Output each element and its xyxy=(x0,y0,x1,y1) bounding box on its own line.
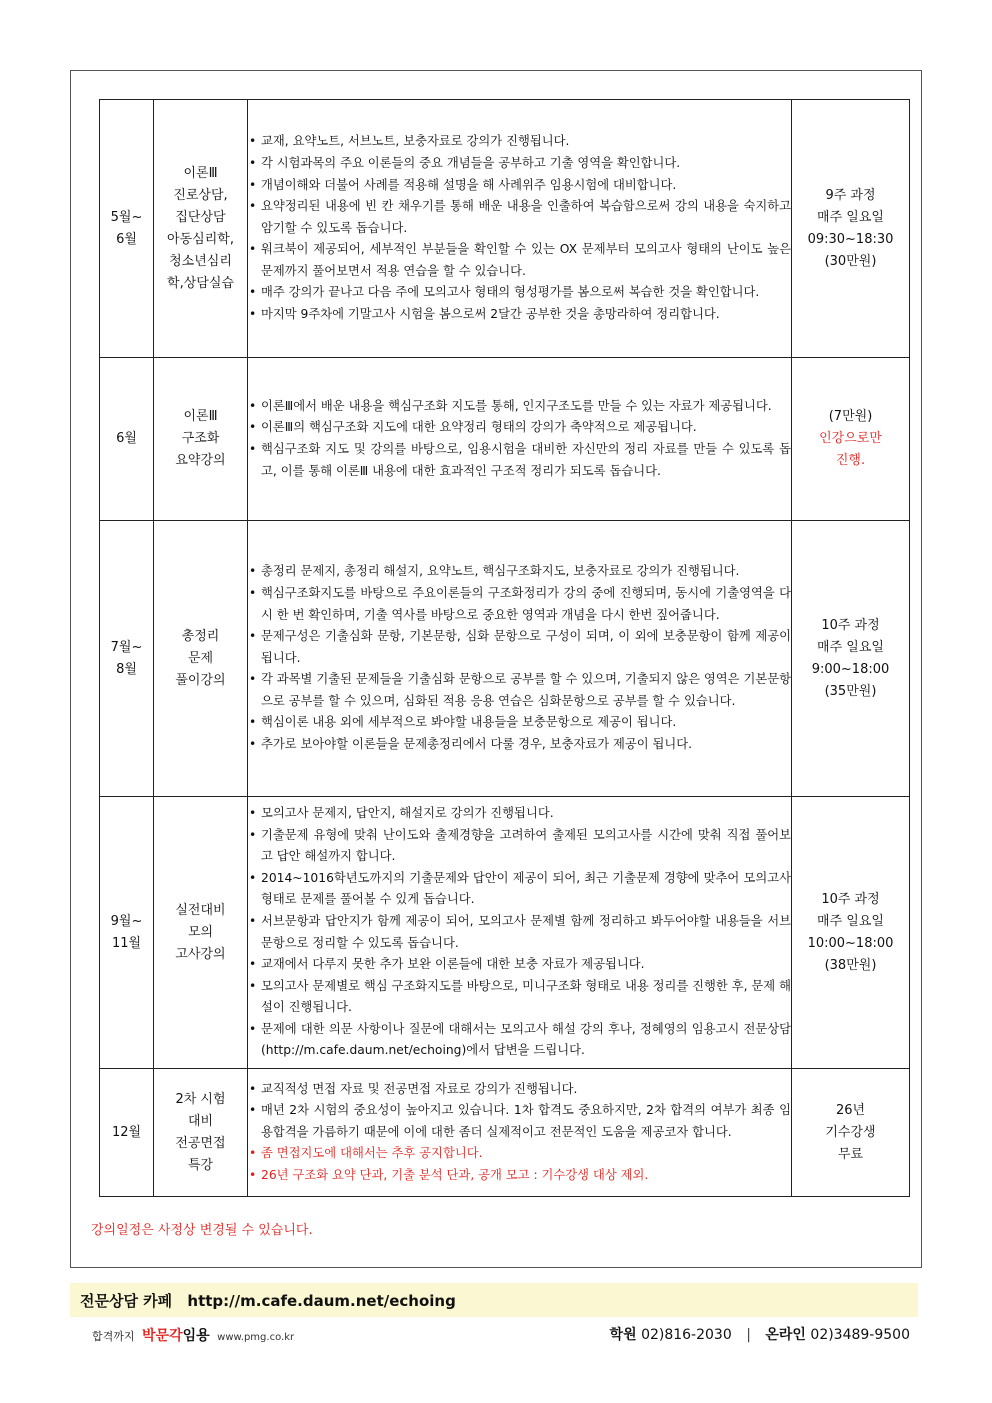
list-item-notice: • 26년 구조화 요약 단과, 기출 분석 단과, 공개 모고 : 기수강생 대상 제외. xyxy=(248,1165,791,1187)
schedule-change-note: 강의일정은 사정상 변경될 수 있습니다. xyxy=(91,1223,313,1238)
logo-site[interactable]: www.pmg.co.kr xyxy=(217,1332,295,1343)
list-item: • 매년 2차 시험의 중요성이 높아지고 있습니다. 1차 합격도 중요하지만, 2차 합격의 여부가 최종 임용합격을 가름하기 때문에 이에 대한 좀더 실제적이고 전문적인 도움을 제공코자 합니다. xyxy=(248,1100,791,1143)
list-item: • 추가로 보아야할 이론들을 문제총정리에서 다룰 경우, 보충자료가 제공이 됩니다. xyxy=(248,734,791,756)
schedule-info-cell xyxy=(792,358,910,521)
list-item: • 기출문제 유형에 맞춰 난이도와 출제경향을 고려하여 출제된 모의고사를 시간에 맞춰 직접 풀어보고 답안 해설까지 합니다. xyxy=(248,825,791,868)
brand-logo xyxy=(92,1325,294,1345)
list-item: • 모의고사 문제별로 핵심 구조화지도를 바탕으로, 미니구조화 형태로 내용 정리를 진행한 후, 문제 해설이 진행됩니다. xyxy=(248,976,791,1019)
course-cell: 이론Ⅲ 구조화 요약강의 xyxy=(154,358,248,521)
logo-slogan: 합격까지 xyxy=(92,1330,135,1343)
description-cell xyxy=(248,521,792,797)
online-phone: 02)3489-9500 xyxy=(810,1327,910,1343)
list-item: • 총정리 문제지, 총정리 해설지, 요약노트, 핵심구조화지도, 보충자료로 강의가 진행됩니다. xyxy=(248,561,791,583)
course-cell: 이론Ⅲ 진로상담, 집단상담 아동심리학, 청소년심리 학,상담실습 xyxy=(154,100,248,358)
logo-brand-black: 임용 xyxy=(182,1328,210,1344)
list-item: • 핵심구조화지도를 바탕으로 주요이론들의 구조화정리가 강의 중에 진행되며, 동시에 기출영역을 다시 한 번 확인하며, 기출 역사를 바탕으로 중요한 영역과 개념을 다시 한번 짚어줍니다. xyxy=(248,583,791,626)
list-item: • 마지막 9주차에 기말고사 시험을 봄으로써 2달간 공부한 것을 총망라하여 정리합니다. xyxy=(248,304,791,326)
schedule-info-cell: 10주 과정 매주 일요일 9:00~18:00 (35만원) xyxy=(792,521,910,797)
table-row xyxy=(100,1069,910,1197)
online-label: 온라인 xyxy=(765,1327,806,1343)
list-item: • 서브문항과 답안지가 함께 제공이 되어, 모의고사 문제별 함께 정리하고 봐두어야할 내용들을 서브문항으로 정리할 수 있도록 돕습니다. xyxy=(248,911,791,954)
list-item: • 2014~1016학년도까지의 기출문제와 답안이 제공이 되어, 최근 기출문제 경향에 맞추어 모의고사 형태로 문제를 풀어볼 수 있게 돕습니다. xyxy=(248,868,791,911)
table-row xyxy=(100,521,910,797)
month-cell: 9월~ 11월 xyxy=(100,797,154,1069)
description-cell xyxy=(248,100,792,358)
description-cell xyxy=(248,1069,792,1197)
list-item: • 모의고사 문제지, 답안지, 해설지로 강의가 진행됩니다. xyxy=(248,803,791,825)
description-cell xyxy=(248,797,792,1069)
contact-info xyxy=(610,1324,910,1344)
list-item-notice: • 좀 면접지도에 대해서는 추후 공지합니다. xyxy=(248,1143,791,1165)
price-text: (7만원) xyxy=(828,409,873,424)
academy-phone: 02)816-2030 xyxy=(641,1327,732,1343)
cafe-link[interactable]: http://m.cafe.daum.net/echoing xyxy=(187,1292,456,1310)
list-item: • 각 과목별 기출된 문제들을 기출심화 문항으로 공부를 할 수 있으며, 기출되지 않은 영역은 기본문항으로 공부를 할 수 있으며, 심화된 적용 응용 연습은 심화문항으로 공부를 할 수 있습니다. xyxy=(248,669,791,712)
list-item: • 문제에 대한 의문 사항이나 질문에 대해서는 모의고사 해설 강의 후나, 정혜영의 임용고시 전문상담 (http://m.cafe.daum.net/echoing)에서 답변을 드립니다. xyxy=(248,1019,791,1062)
list-item: • 교재에서 다루지 못한 추가 보완 이론들에 대한 보충 자료가 제공됩니다. xyxy=(248,954,791,976)
list-item: • 핵심구조화 지도 및 강의를 바탕으로, 임용시험을 대비한 자신만의 정리 자료를 만들 수 있도록 돕고, 이를 통해 이론Ⅲ 내용에 대한 효과적인 구조적 정리가 되도록 돕습니다. xyxy=(248,439,791,482)
month-cell: 7월~ 8월 xyxy=(100,521,154,797)
schedule-info-cell: 26년 기수강생 무료 xyxy=(792,1069,910,1197)
schedule-info-cell: 10주 과정 매주 일요일 10:00~18:00 (38만원) xyxy=(792,797,910,1069)
list-item: • 교직적성 면접 자료 및 전공면접 자료로 강의가 진행됩니다. xyxy=(248,1079,791,1101)
schedule-table xyxy=(99,99,910,1197)
consultation-bar xyxy=(70,1283,918,1317)
footer xyxy=(70,1320,918,1354)
table-row xyxy=(100,797,910,1069)
course-cell: 실전대비 모의 고사강의 xyxy=(154,797,248,1069)
list-item: • 핵심이론 내용 외에 세부적으로 봐야할 내용들을 보충문항으로 제공이 됩니다. xyxy=(248,712,791,734)
course-cell: 2차 시험 대비 전공면접 특강 xyxy=(154,1069,248,1197)
table-row xyxy=(100,100,910,358)
logo-brand-red: 박문각 xyxy=(142,1328,183,1344)
month-cell: 5월~ 6월 xyxy=(100,100,154,358)
list-item: • 이론Ⅲ에서 배운 내용을 핵심구조화 지도를 통해, 인지구조도를 만들 수 있는 자료가 제공됩니다. xyxy=(248,396,791,418)
online-only-note: 인강으로만 진행. xyxy=(819,431,882,468)
description-cell xyxy=(248,358,792,521)
list-item: • 문제구성은 기출심화 문항, 기본문항, 심화 문항으로 구성이 되며, 이 외에 보충문항이 함께 제공이 됩니다. xyxy=(248,626,791,669)
list-item: • 교재, 요약노트, 서브노트, 보충자료로 강의가 진행됩니다. xyxy=(248,131,791,153)
month-cell: 12월 xyxy=(100,1069,154,1197)
month-cell: 6월 xyxy=(100,358,154,521)
logo-brand xyxy=(142,1328,210,1344)
list-item: • 이론Ⅲ의 핵심구조화 지도에 대한 요약정리 형태의 강의가 축약적으로 제공됩니다. xyxy=(248,417,791,439)
list-item: • 요약정리된 내용에 빈 칸 채우기를 통해 배운 내용을 인출하여 복습함으로써 강의 내용을 숙지하고 암기할 수 있도록 돕습니다. xyxy=(248,196,791,239)
course-cell: 총정리 문제 풀이강의 xyxy=(154,521,248,797)
schedule-info-cell: 9주 과정 매주 일요일 09:30~18:30 (30만원) xyxy=(792,100,910,358)
table-row xyxy=(100,358,910,521)
contact-separator: | xyxy=(746,1327,751,1343)
schedule-frame xyxy=(70,70,922,1268)
list-item: • 매주 강의가 끝나고 다음 주에 모의고사 형태의 형성평가를 봄으로써 복습한 것을 확인합니다. xyxy=(248,282,791,304)
list-item: • 워크북이 제공되어, 세부적인 부분들을 확인할 수 있는 OX 문제부터 모의고사 형태의 난이도 높은 문제까지 풀어보면서 적용 연습을 할 수 있습니다. xyxy=(248,239,791,282)
academy-label: 학원 xyxy=(609,1327,637,1343)
list-item: • 개념이해와 더불어 사례를 적용해 설명을 해 사례위주 임용시험에 대비합니다. xyxy=(248,175,791,197)
consultation-label: 전문상담 카페 xyxy=(80,1292,173,1310)
list-item: • 각 시험과목의 주요 이론들의 중요 개념들을 공부하고 기출 영역을 확인합니다. xyxy=(248,153,791,175)
